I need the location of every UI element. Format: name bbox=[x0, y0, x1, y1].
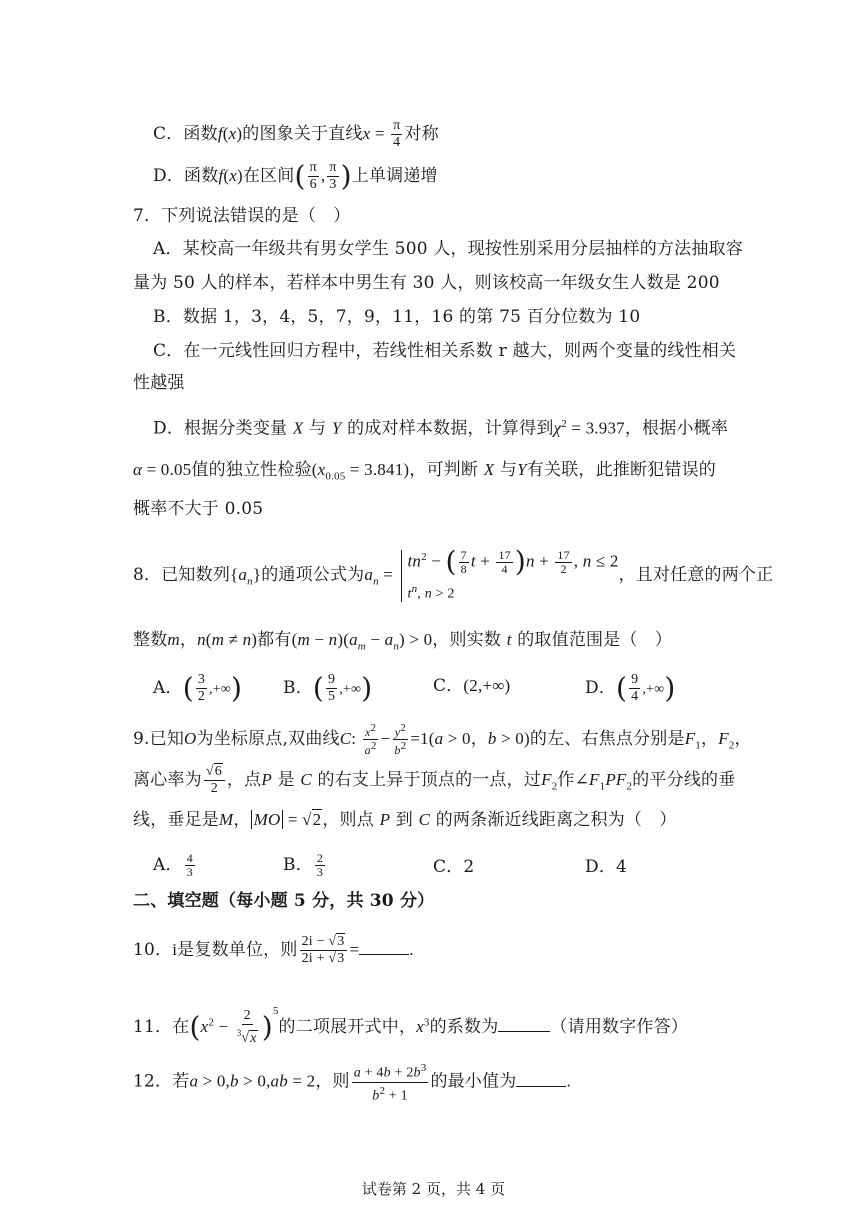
q7-d-c: 的成对样本数据，计算得到 bbox=[347, 418, 554, 439]
q9-line2: 离心率为 $\frac{√6}{2}$ ，点P 是 C 的右支上异于顶点的一点，过$F_2$作$\angle F_1PF_2$的平分线的垂 bbox=[133, 764, 736, 796]
q9-line3: 线，垂足是M， MO = √2，则点 P 到 C 的两条渐近线距离之积为（ ） bbox=[133, 810, 677, 830]
q9-line2-a: 离心率为 bbox=[133, 770, 202, 790]
q9-stem-b: 为坐标原点,双曲线 bbox=[196, 729, 340, 749]
q8-stem-a: 8．已知数列 bbox=[133, 565, 231, 586]
q11-text-d: （请用数字作答） bbox=[550, 1017, 689, 1037]
q6-c-end: 对称 bbox=[404, 124, 439, 144]
q12: 12．若a > 0,b > 0,ab = 2，则 $\frac{a + 4b + 2b^3}{b^2 + 1}$ 的最小值为 . bbox=[133, 1062, 571, 1104]
q12-text-b: ，则 bbox=[315, 1071, 350, 1092]
q10-num: 10． bbox=[133, 940, 173, 960]
section-2-title: 二、填空题（每小题 5 分，共 30 分） bbox=[133, 891, 435, 911]
q11-answer-blank[interactable] bbox=[498, 1013, 550, 1032]
q9-opt-b-label: B． bbox=[283, 855, 313, 875]
q9-line2-c: 是 bbox=[277, 770, 295, 790]
q9-option-b: B． $\frac{2}{3}$ bbox=[283, 851, 324, 879]
q8-option-b: B．( $\frac{9}{5}$ ,+∞) bbox=[283, 671, 373, 705]
q7-option-c-line2: 性越强 bbox=[133, 373, 185, 393]
q8-piecewise-brace bbox=[397, 548, 407, 604]
q9-line2-f: 的平分线的垂 bbox=[632, 770, 736, 790]
q7-d2-b: ，可判断 bbox=[409, 460, 479, 480]
q9-line2-d: 的右支上异于顶点的一点，过 bbox=[317, 770, 542, 790]
q6-d-mid: 在区间 bbox=[242, 166, 295, 186]
q7-option-d-line3: 概率不大于 0.05 bbox=[133, 499, 264, 519]
q9-stem-c: 的左、右焦点分别是 bbox=[529, 729, 685, 749]
q11-num: 11．在 bbox=[133, 1017, 190, 1037]
q9-option-c: C．2 bbox=[433, 857, 475, 877]
q7-option-d-line1: D．根据分类变量 X 与 Y 的成对样本数据，计算得到$\chi^2 = 3.937$，根据小概率 bbox=[153, 418, 729, 439]
q7-option-d-line2: α = 0.05值的独立性检验$(x_{0.05} = 3.841)$，可判断 X 与Y有关联，此推断犯错误的 bbox=[133, 460, 716, 483]
q9-opt-a-label: A． bbox=[153, 855, 183, 875]
q7-d2-c: 与 bbox=[499, 460, 518, 480]
q6-option-d: D．函数f(x)在区间( $\frac{\pi}{6}$ , $\frac{\pi}{3}$ )上单调递增 bbox=[153, 159, 438, 193]
q8-opt-a-label: A． bbox=[153, 678, 183, 698]
q7-option-b: B．数据 1，3，4，5，7，9，11，16 的第 75 百分位数为 10 bbox=[153, 307, 641, 327]
q6-d-label: D．函数 bbox=[153, 166, 219, 186]
q9-option-a: A． $\frac{4}{3}$ bbox=[153, 851, 193, 879]
q8-line2-b: 都有 bbox=[257, 630, 292, 650]
q7-d-a: D．根据分类变量 bbox=[153, 418, 288, 439]
q8-option-d: D．( $\frac{9}{4}$ ,+∞) bbox=[585, 671, 676, 705]
q9-line2-b: ，点 bbox=[226, 770, 262, 790]
q11: 11．在($x^2$ − $\frac{2}{^3√x}$ )$^5$的二项展开式中，$x^3$的系数为 （请用数字作答） bbox=[133, 1005, 689, 1046]
q8-opt-d-label: D． bbox=[585, 678, 617, 698]
q8-piecewise: $tn^2$ − ( $\frac{7}{8}$ t + $\frac{17}{4}$ )n + $\frac{17}{2}$ , n ≤ 2 $t^n$, n > 2 bbox=[407, 545, 619, 602]
q8-stem-b: 的通项公式为 bbox=[261, 565, 365, 586]
q7-option-c-line1: C．在一元线性回归方程中，若线性相关系数 r 越大，则两个变量的线性相关 bbox=[153, 341, 737, 361]
q8-option-c: C．(2,+∞) bbox=[433, 676, 511, 696]
q10: 10．i是复数单位，则 $\frac{2i - √3}{2i + √3}$ = . bbox=[133, 934, 414, 966]
q11-text-b: 的二项展开式中， bbox=[278, 1017, 417, 1037]
q8-stem-c: ，且对任意的两个正 bbox=[618, 565, 774, 586]
q8-option-a: A．( $\frac{3}{2}$ ,+∞) bbox=[153, 671, 243, 705]
q9-line3-b: ，则点 bbox=[322, 810, 374, 830]
q6-d-end: 上单调递增 bbox=[351, 166, 438, 186]
q6-c-mid: 的图象关于直线 bbox=[242, 124, 363, 144]
q11-text-c: 的系数为 bbox=[429, 1017, 499, 1037]
q12-num: 12．若 bbox=[133, 1071, 190, 1092]
q8-opt-c-label: C． bbox=[433, 676, 464, 696]
q12-text-c: 的最小值为 bbox=[430, 1071, 517, 1092]
q12-answer-blank[interactable] bbox=[516, 1068, 566, 1087]
q7-d2-a: 值的独立性检验 bbox=[191, 460, 312, 480]
q9-line3-d: 的两条渐近线距离之积为（ ） bbox=[435, 810, 677, 830]
q9-line2-e: 作 bbox=[557, 770, 575, 790]
q7-option-a-line1: A．某校高一年级共有男女学生 500 人，现按性别采用分层抽样的方法抽取容 bbox=[153, 239, 743, 259]
q9-line3-a: 线，垂足是 bbox=[133, 810, 219, 830]
q6-option-c: C．函数f(x)的图象关于直线x = $\frac{\pi}{4}$ 对称 bbox=[153, 118, 439, 150]
q8-line2-d: 的取值范围是（ ） bbox=[517, 630, 673, 650]
q6-c-label: C．函数 bbox=[153, 124, 218, 144]
q8-line2: 整数m，n(m ≠ n)都有$(m - n)(a_m - a_n) > 0$，则实数 t 的取值范围是（ ） bbox=[133, 630, 673, 653]
page-footer: 试卷第 2 页，共 4 页 bbox=[361, 1180, 506, 1198]
q9-option-d: D．4 bbox=[585, 857, 628, 877]
q10-answer-blank[interactable] bbox=[359, 936, 409, 955]
q7-d2-d: 有关联，此推断犯错误的 bbox=[526, 460, 716, 480]
q8-line2-c: ，则实数 bbox=[432, 630, 502, 650]
q9-line3-c: 到 bbox=[395, 810, 413, 830]
q9-stem: 9.已知O为坐标原点,双曲线C: $\frac{x2}{a2}$ − $\frac{y2}{b2}$ =1(a > 0，b > 0)的左、右焦点分别是$F_1$，$F_2$， bbox=[133, 722, 752, 757]
q7-option-a-line2: 量为 50 人的样本，若样本中男生有 30 人，则该校高一年级女生人数是 200 bbox=[133, 273, 720, 293]
q8-line2-a: 整数 bbox=[133, 630, 168, 650]
q7-d-d: ，根据小概率 bbox=[624, 418, 729, 439]
q9-stem-a: 9.已知 bbox=[133, 729, 185, 749]
q7-stem: 7．下列说法错误的是（ ） bbox=[133, 206, 351, 226]
q8-stem: 8．已知数列$\{a_n\}$的通项公式为$a_n$ = $tn^2$ − ( $\frac{7}{8}$ t + $\frac{17}{4}$ )n + $\frac{17}{2}$ , n ≤ 2 $t^n$, n > 2 ，且对任意的两个正 bbox=[133, 544, 773, 612]
q7-d-b: 与 bbox=[309, 418, 327, 439]
q10-text: 是复数单位，则 bbox=[177, 940, 298, 960]
q8-opt-b-label: B． bbox=[283, 678, 313, 698]
